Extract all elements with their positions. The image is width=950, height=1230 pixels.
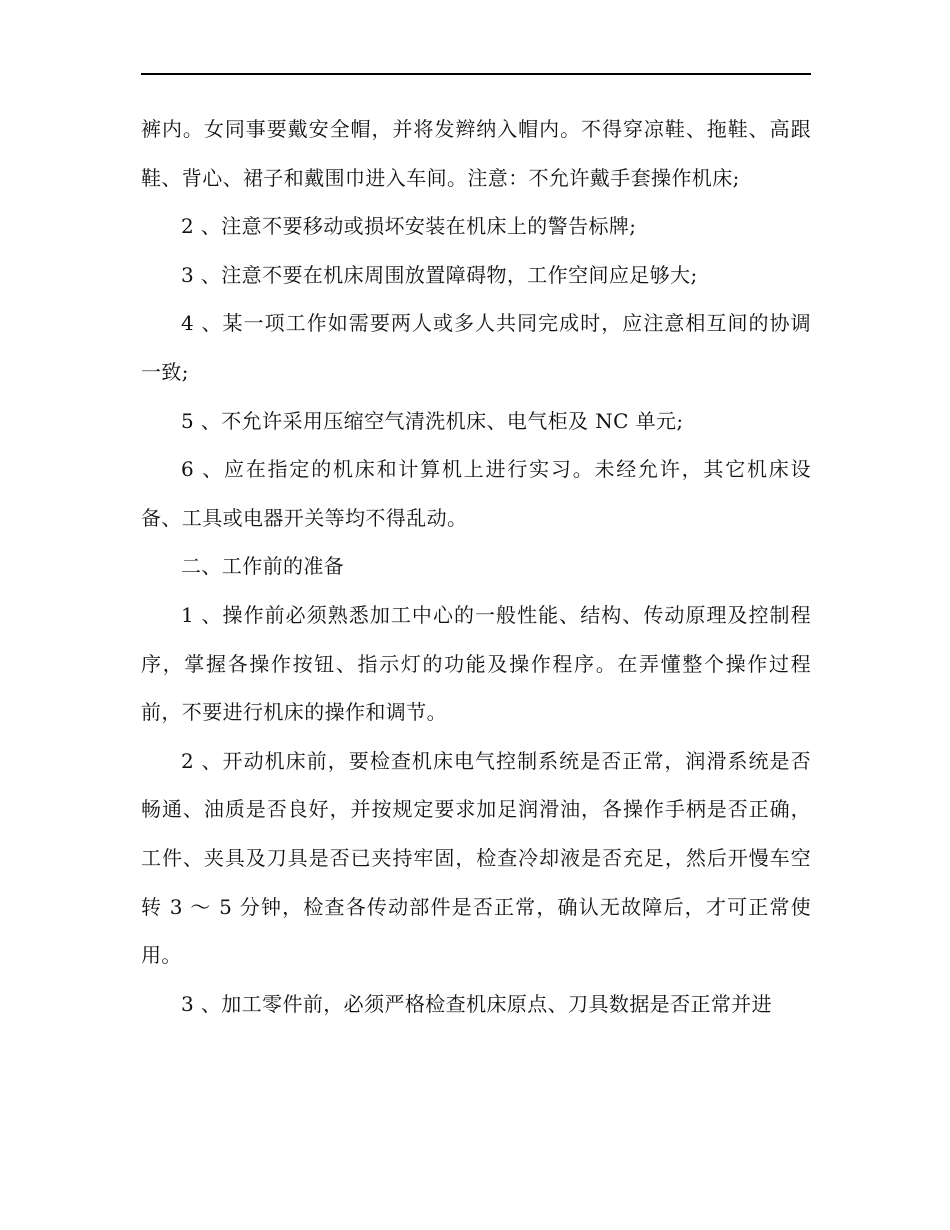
paragraph-8: 2 、开动机床前，要检查机床电气控制系统是否正常，润滑系统是否畅通、油质是否良好，并按规定要求加足润滑油，各操作手柄是否正确，工件、夹具及刀具是否已夹持牢固，检查冷却液是否充足，然后开慢车空转 3 ～ 5 分钟，检查各传动部件是否正常，确认无故障后，才可正常使用。 [141, 748, 811, 968]
paragraph-2: 2 、注意不要移动或损坏安装在机床上的警告标牌; [181, 214, 637, 239]
paragraph-4: 4 、某一项工作如需要两人或多人共同完成时，应注意相互间的协调一致; [141, 311, 811, 384]
paragraph-7: 1 、操作前必须熟悉加工中心的一般性能、结构、传动原理及控制程序，掌握各操作按钮、指示灯的功能及操作程序。在弄懂整个操作过程前，不要进行机床的操作和调节。 [141, 602, 811, 725]
paragraph-3: 3 、注意不要在机床周围放置障碍物，工作空间应足够大; [181, 262, 698, 287]
section-heading: 二、工作前的准备 [181, 554, 345, 579]
paragraph-5: 5 、不允许采用压缩空气清洗机床、电气柜及 NC 单元; [181, 408, 684, 433]
paragraph-6: 6 、应在指定的机床和计算机上进行实习。未经允许，其它机床设备、工具或电器开关等均不得乱动。 [141, 457, 811, 530]
paragraph-1: 裤内。女同事要戴安全帽，并将发辫纳入帽内。不得穿凉鞋、拖鞋、高跟鞋、背心、裙子和戴围巾进入车间。注意：不允许戴手套操作机床; [141, 117, 811, 190]
header-rule [141, 73, 811, 75]
document-body [141, 105, 811, 1028]
paragraph-9: 3 、加工零件前，必须严格检查机床原点、刀具数据是否正常并进 [181, 991, 773, 1016]
